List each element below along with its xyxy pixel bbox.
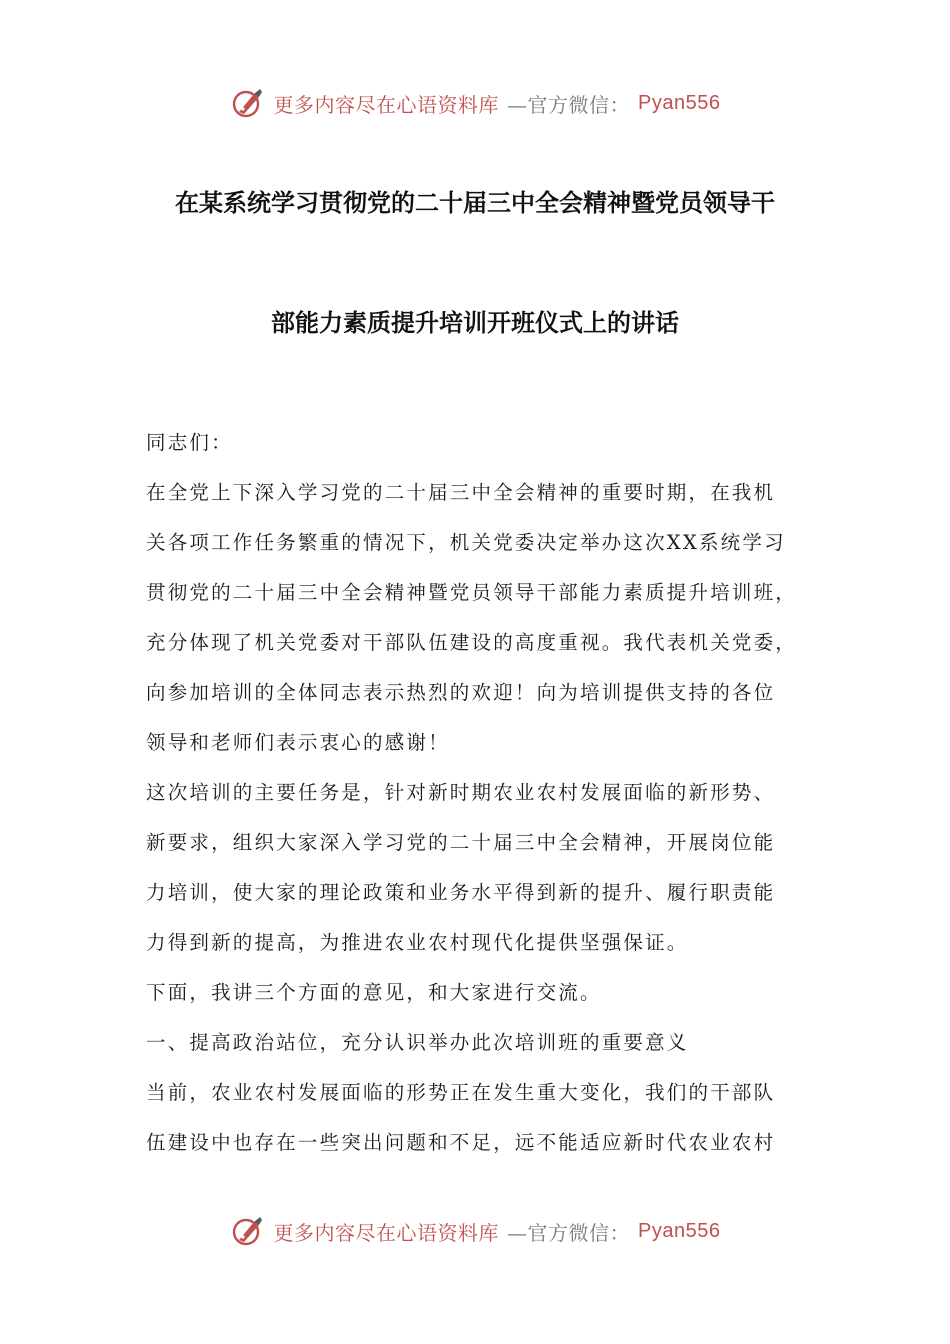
body-line: 力培训，使大家的理论政策和业务水平得到新的提升、履行职责能 [146,881,776,904]
body-line: 同志们： [146,431,233,454]
body-line: 当前，农业农村发展面临的形势正在发生重大变化，我们的干部队 [146,1081,776,1104]
document-title-line-2: 部能力素质提升培训开班仪式上的讲话 [271,309,679,337]
watermark-brand: 更多内容尽在心语资料库 [273,92,500,117]
body-line: 贯彻党的二十届三中全会精神暨党员领导干部能力素质提升培训班， [146,581,798,604]
pen-nib-circle-icon [230,85,266,121]
body-line: 新要求，组织大家深入学习党的二十届三中全会精神，开展岗位能 [146,831,776,854]
body-line: 关各项工作任务繁重的情况下，机关党委决定举办这次XX系统学习 [146,531,786,554]
body-line: 这次培训的主要任务是，针对新时期农业农村发展面临的新形势、 [146,781,776,804]
watermark-wechat: Pyan556 [638,1219,721,1242]
watermark-wechat: Pyan556 [638,91,721,114]
document-title-line-1: 在某系统学习贯彻党的二十届三中全会精神暨党员领导干 [175,189,775,217]
watermark-brand: 更多内容尽在心语资料库 [273,1220,500,1245]
body-line: 伍建设中也存在一些突出问题和不足，远不能适应新时代农业农村 [146,1131,776,1154]
body-line: 下面，我讲三个方面的意见，和大家进行交流。 [146,981,602,1004]
pen-nib-circle-icon [230,1213,266,1249]
header-watermark [0,78,950,128]
section-heading: 一、提高政治站位，充分认识举办此次培训班的重要意义 [146,1031,689,1054]
body-line: 充分体现了机关党委对干部队伍建设的高度重视。我代表机关党委， [146,631,798,654]
body-line: 向参加培训的全体同志表示热烈的欢迎！向为培训提供支持的各位 [146,681,776,704]
watermark-separator: —官方微信： [507,1220,631,1245]
footer-watermark [0,1206,950,1256]
document-body [146,418,826,1168]
watermark-separator: —官方微信： [507,92,631,117]
body-line: 在全党上下深入学习党的二十届三中全会精神的重要时期，在我机 [146,481,776,504]
body-line: 力得到新的提高，为推进农业农村现代化提供坚强保证。 [146,931,689,954]
body-line: 领导和老师们表示衷心的感谢！ [146,731,450,754]
